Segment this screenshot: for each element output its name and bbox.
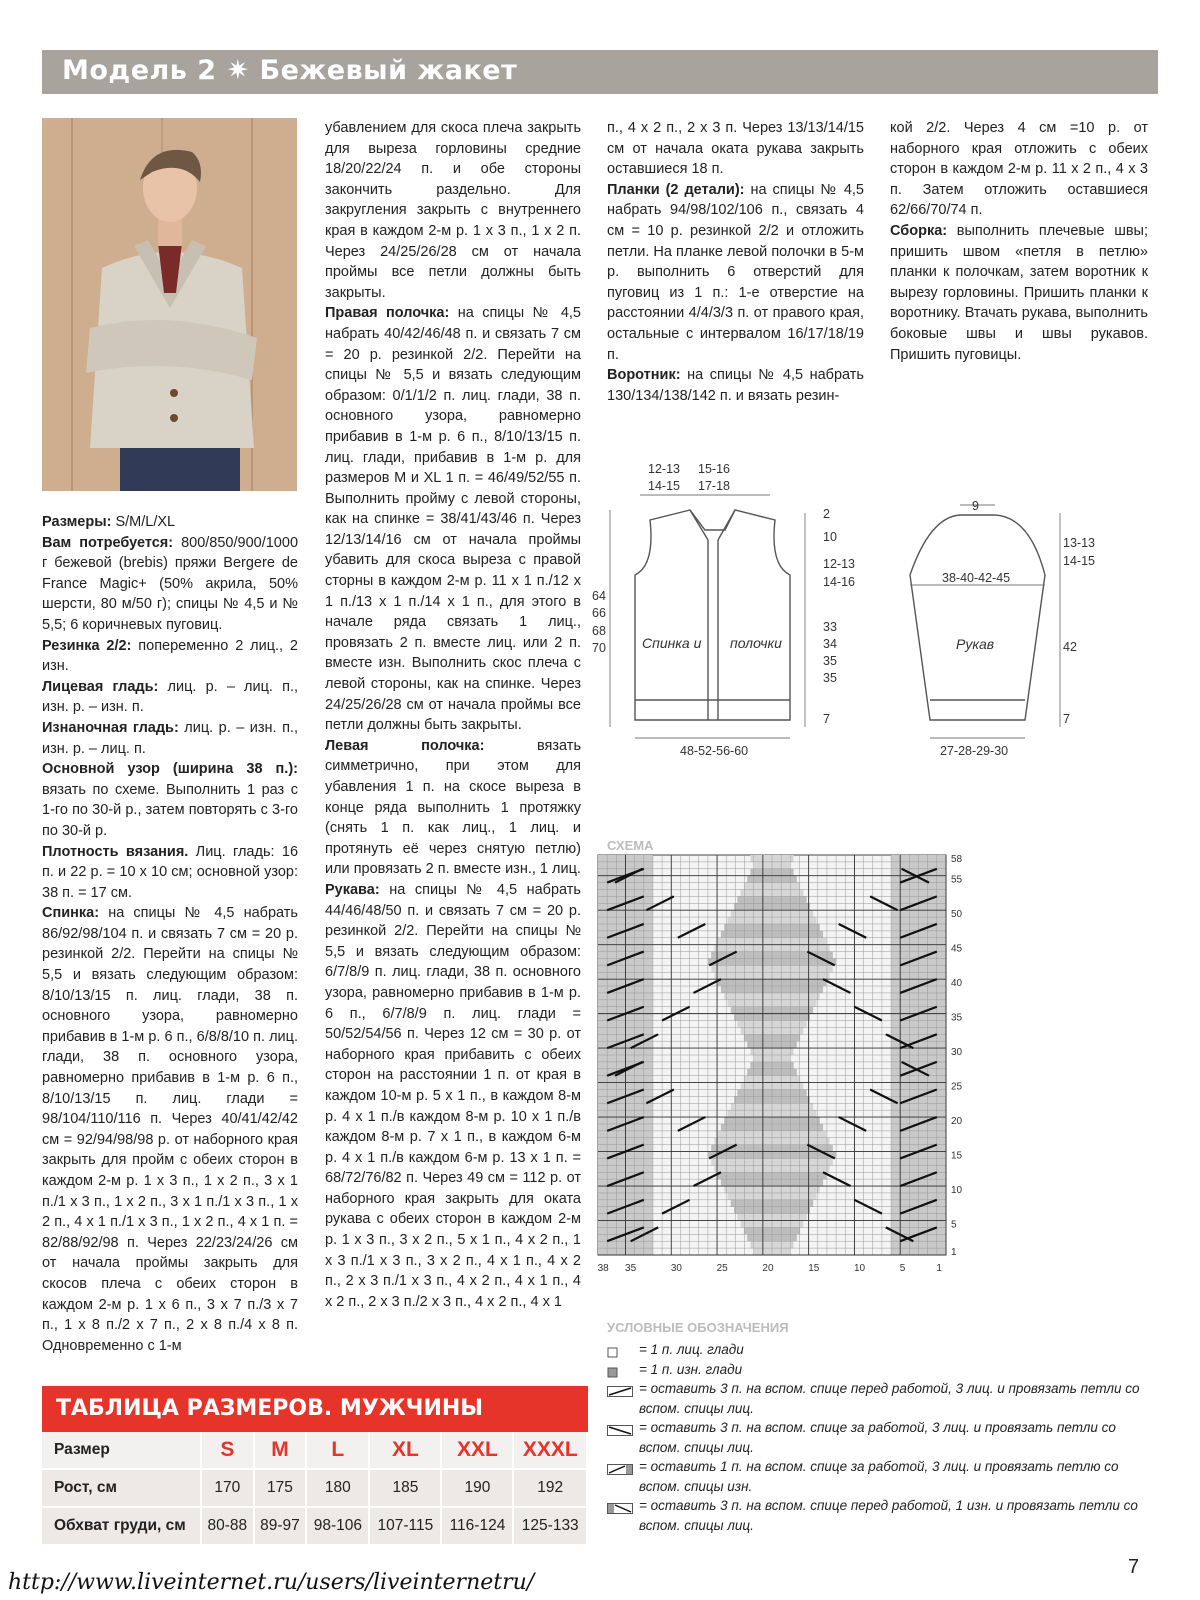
dim-sleeve-r2: 14-15 xyxy=(1063,554,1095,568)
dim-left-66: 66 xyxy=(592,606,606,620)
chart-row-label: 25 xyxy=(951,1081,963,1093)
dim-right-35a: 35 xyxy=(823,654,837,668)
paragraph: Правая полочка: на спицы № 4,5 набрать 40/42/46/48 п. и связать 7 см = 20 р. резинкой 2/2. Перейти на спицы № 5,5 и вязать следующим образом: 0/1/1/2 п. лиц. глади, 38 п. основного узора, равномерно прибавив в 1-м р. 6 п., 8/10/13/15 п. лиц. глади, прибавив в 1-м р. для размеров M и XL 1 п. = 46/49/52/55 п. Выполнить пройму с левой стороны, как на спинке = 38/41/43/46 п. Через 12/13/14/16 см от начала проймы убавить для скоса выреза с правой сторны в каждом 2-м р. 11 х 1 п./12 х 1 п./13 х 1 п./14 х 1 п., для этого в начале ряда связать 1 лиц., провязать 2 п. вместе лиц. или 2 п. вместе изн. Выполнить скос плеча с левой стороны, как на спинке. Через 24/25/26/28 см от начала проймы все петли должны быть закрыты. xyxy=(325,305,581,734)
dim-right-10: 10 xyxy=(823,530,837,544)
page-number: 7 xyxy=(1128,1556,1140,1578)
dim-right-12-13: 12-13 xyxy=(823,557,855,571)
paragraph: Основной узор (ширина 38 п.): вязать по схеме. Выполнить 1 раз с 1-го по 30-й р., затем повторять с 3-го по 30-й р. xyxy=(42,761,298,839)
dim-right-2: 2 xyxy=(823,507,830,521)
chart-row-label: 58 xyxy=(951,853,963,865)
legend-item: = оставить 3 п. на вспом. спице перед работой, 1 изн. и провязать петли со вспом. спицы лиц. xyxy=(607,1496,1152,1535)
chart-col-label: 10 xyxy=(854,1263,866,1274)
chart-col-label: 38 xyxy=(597,1263,609,1274)
chart-col-label: 30 xyxy=(670,1263,682,1274)
paragraph: Вам потребуется: 800/850/900/1000 г бежевой (brebis) пряжи Bergere de France Magic+ (50% акрила, 50% шерсти, 80 м/50 г); спицы № 4,5 и № 5,5; 6 коричневых пуговиц. xyxy=(42,534,299,633)
dim-right-33: 33 xyxy=(823,620,837,634)
cable-back-icon xyxy=(607,1422,633,1433)
paragraph: Левая полочка: вязать симметрично, при этом для убавления 1 п. на скосе выреза в конце ряда выполнить 1 протяжку (снять 1 п. как лиц., 1 лиц. и протянуть её через снятую петлю) или провязать 2 п. вместе изн., 1 лиц. xyxy=(325,737,581,878)
dim-sleeve-r1: 13-13 xyxy=(1063,536,1095,550)
table-row: Размер S M L XL XXL XXXL xyxy=(42,1432,587,1469)
paragraph: Рукава: на спицы № 4,5 набрать 44/46/48/50 п. и связать 7 см = 20 р. резинкой 2/2. Перейти на спицы № 5,5 и вязать следующим образом: 6/7/8/9 п. лиц. глади, 38 п. основного узора, равномерно прибавив в 1-м р. 6 п., 6/7/8/9 п. лиц. глади = 50/52/54/56 п. Через 12 см = 30 р. от наборного края прибавить с обеих сторон на расстоянии 1 п. от края в каждом 10-м р. 5 х 1 п., в каждом 8-м р. 4 х 1 п./в каждом 8-м р. 10 х 1 п./в каждом 8-м р. 7 х 1 п., в каждом 6-м р. 4 х 1 п./в каждом 6-м р. 13 х 1 п. = 68/72/76/82 п. Через 49 см = 112 р. от наборного края закрыть для оката рукава с обеих сторон в каждом 2-м р. 1 х 3 п., 3 х 2 п., 5 х 1 п., 4 х 2 п., 1 х 3 п./1 х 3 п., 3 х 2 п., 4 х 1 п., 4 х 2 п., 2 х 3 п./1 х 3 п., 4 х 2 п., 4 х 1 п., 4 х 2 п., 2 х 3 п./2 х 3 п., 4 х 2 п., 4 х 1 xyxy=(325,881,581,1310)
chart-col-label: 5 xyxy=(899,1263,906,1274)
dim-sleeve-top: 9 xyxy=(972,499,979,513)
chart-row-label: 30 xyxy=(951,1047,963,1059)
text-column-1 xyxy=(42,512,298,1356)
legend-item: = 1 п. изн. глади xyxy=(607,1360,1152,1380)
table-row: Обхват груди, см 80-88 89-97 98-106 107-115 116-124 125-133 xyxy=(42,1507,587,1545)
knitting-chart xyxy=(598,855,998,1295)
size-table-title: ТАБЛИЦА РАЗМЕРОВ. МУЖЧИНЫ xyxy=(42,1386,588,1432)
knit-stitch-icon xyxy=(607,1344,633,1355)
chart-row-label: 40 xyxy=(951,978,963,990)
legend-item: = оставить 3 п. на вспом. спице перед работой, 3 лиц. и провязать петли со вспом. спицы лиц. xyxy=(607,1379,1152,1418)
sleeve-outline xyxy=(910,515,1045,720)
dim-right-35b: 35 xyxy=(823,671,837,685)
chart-row-label: 20 xyxy=(951,1116,963,1128)
dim-top-left-1: 12-13 xyxy=(648,462,680,476)
paragraph: Сборка: выполнить плечевые швы; пришить швом «петля в петлю» планки к полочкам, затем воротник к вырезу горловины. Пришить планки к воротнику. Втачать рукава, выполнить боковые швы и швы рукавов. Пришить пуговицы. xyxy=(890,222,1148,363)
text-column-2 xyxy=(325,118,581,1312)
body-label-2: полочки xyxy=(730,635,782,651)
pattern-diagrams xyxy=(592,455,1160,785)
model-photo xyxy=(42,118,297,491)
legend-item: = 1 п. лиц. глади xyxy=(607,1340,1152,1360)
sleeve-label: Рукав xyxy=(956,636,995,652)
legend xyxy=(607,1340,1152,1535)
legend-item: = оставить 3 п. на вспом. спице за работой, 3 лиц. и провязать петли со вспом. спицы лиц. xyxy=(607,1418,1152,1457)
text-column-4 xyxy=(890,118,1148,365)
chart-row-label: 50 xyxy=(951,909,963,921)
paragraph: Спинка: на спицы № 4,5 набрать 86/92/98/104 п. и связать 7 см = 20 р. резинкой 2/2. Перейти на спицы № 5,5 и вязать следующим образом: 8/10/13/15 п. лиц. глади, 38 п. основного узора, равномерно прибавив в 1-м р. 6 п., 6/8/8/10 п. лиц. глади, 38 п. основного узора, равномерно прибавив в 1-м р. 6 п., 8/10/13/15 п. лиц. глади = 98/104/110/116 п. Через 40/41/42/42 см = 92/94/98/98 р. от наборного края закрыть для пройм с обеих сторон в каждом 2-м р. 1 х 3 п., 1 х 2 п., 3 х 1 п./1 х 3 п., 1 х 2 п., 3 х 1 п./1 х 3 п., 1 х 2 п., 4 х 1 п./1 х 3 п., 1 х 2 п., 4 х 1 п. = 82/88/92/98 п. Через 22/23/24/26 см от начала проймы закрыть для скосов плеча с обеих сторон в каждом 2-м р. 1 х 6 п., 3 х 7 п./3 х 7 п., 1 х 8 п./2 х 7 п., 2 х 8 п./4 х 8 п. Одновременно с 1-м xyxy=(42,905,298,1354)
paragraph: Воротник: на спицы № 4,5 набрать 130/134/138/142 п. и вязать резин- xyxy=(607,367,864,404)
chart-row-label: 45 xyxy=(951,943,963,955)
dim-left-70: 70 xyxy=(592,641,606,655)
page-title: Модель 2 ✷ Бежевый жакет xyxy=(62,55,518,86)
legend-item: = оставить 1 п. на вспом. спице за работой, 3 лиц. и провязать петлю со вспом. спицы изн. xyxy=(607,1457,1152,1496)
size-table xyxy=(42,1386,588,1546)
dim-top-right-2: 17-18 xyxy=(698,479,730,493)
paragraph: кой 2/2. Через 4 см =10 р. от наборного края отложить с обеих сторон в каждом 2-м р. 11 х 2 п., 4 х 3 п. Затем отложить оставшиеся 62/66/70/74 п. xyxy=(890,120,1148,219)
paragraph: Лицевая гладь: лиц. р. – лиц. п., изн. р. – изн. п. xyxy=(42,678,298,716)
chart-row-label: 15 xyxy=(951,1150,963,1162)
paragraph: Изнаночная гладь: лиц. р. – изн. п., изн. р. – лиц. п. xyxy=(42,719,298,757)
size-table-grid xyxy=(42,1432,588,1546)
dim-sleeve-bottom: 27-28-29-30 xyxy=(940,744,1009,758)
dim-top-right-1: 15-16 xyxy=(698,462,730,476)
dim-right-7: 7 xyxy=(823,712,830,726)
chart-row-label: 1 xyxy=(951,1247,957,1259)
chart-col-label: 15 xyxy=(808,1263,820,1274)
paragraph: Плотность вязания. Лиц. гладь: 16 п. и 22 р. = 10 х 10 см; основной узор: 38 п. = 17 см. xyxy=(42,843,299,901)
paragraph: Резинка 2/2: попеременно 2 лиц., 2 изн. xyxy=(42,637,298,675)
chart-col-label: 25 xyxy=(716,1263,728,1274)
legend-title: УСЛОВНЫЕ ОБОЗНАЧЕНИЯ xyxy=(607,1320,789,1335)
body-label-1: Спинка и xyxy=(642,635,702,651)
dim-sleeve-7: 7 xyxy=(1063,712,1070,726)
chart-col-label: 1 xyxy=(936,1263,942,1274)
title-bar xyxy=(42,50,1158,94)
dim-sleeve-42: 42 xyxy=(1063,640,1077,654)
dim-bottom-body: 48-52-56-60 xyxy=(680,744,749,758)
dim-left-64: 64 xyxy=(592,589,606,603)
purl-stitch-icon xyxy=(607,1364,633,1375)
paragraph: Размеры: S/M/L/XL xyxy=(42,514,176,530)
cable-front-icon xyxy=(607,1383,633,1394)
dim-top-left-2: 14-15 xyxy=(648,479,680,493)
cable-purl-front-icon xyxy=(607,1500,633,1511)
cable-purl-back-icon xyxy=(607,1461,633,1472)
chart-row-label: 10 xyxy=(951,1184,963,1196)
paragraph: убавлением для скоса плеча закрыть для выреза горловины средние 18/20/22/24 п. и обе стороны закончить раздельно. Для закругления закрыть с внутреннего края в каждом 2-м р. 1 х 3 п., 1 х 2 п. Через 24/25/26/28 см от начала проймы все петли должны быть закрыты. xyxy=(325,120,581,301)
dim-right-34: 34 xyxy=(823,637,837,651)
schema-label: СХЕМА xyxy=(607,838,654,853)
paragraph: Планки (2 детали): на спицы № 4,5 набрать 94/98/102/106 п., связать 4 см = 10 р. резинкой 2/2 и отложить петли. На планке левой полочки в 5-м р. выполнить 6 отверстий для пуговиц из 1 п.: 1-е отверстие на расстоянии 4/4/3/3 п. от правого края, остальные с интервалом 16/17/18/19 п. xyxy=(607,181,864,363)
chart-col-label: 20 xyxy=(762,1263,774,1274)
dim-sleeve-width: 38-40-42-45 xyxy=(942,571,1011,585)
chart-row-label: 35 xyxy=(951,1012,963,1024)
chart-row-label: 55 xyxy=(951,874,963,886)
text-column-3 xyxy=(607,118,864,406)
table-row: Рост, см 170 175 180 185 190 192 xyxy=(42,1469,587,1507)
dim-right-14-16: 14-16 xyxy=(823,575,855,589)
source-url-link[interactable]: http://www.liveinternet.ru/users/liveinternetru/ xyxy=(8,1570,535,1595)
paragraph: п., 4 х 2 п., 2 х 3 п. Через 13/13/14/15 см от начала оката рукава закрыть оставшиеся 18 п. xyxy=(607,120,864,178)
chart-col-label: 35 xyxy=(625,1263,637,1274)
dim-left-68: 68 xyxy=(592,624,606,638)
chart-row-label: 5 xyxy=(951,1219,957,1231)
body-outline xyxy=(635,510,790,720)
